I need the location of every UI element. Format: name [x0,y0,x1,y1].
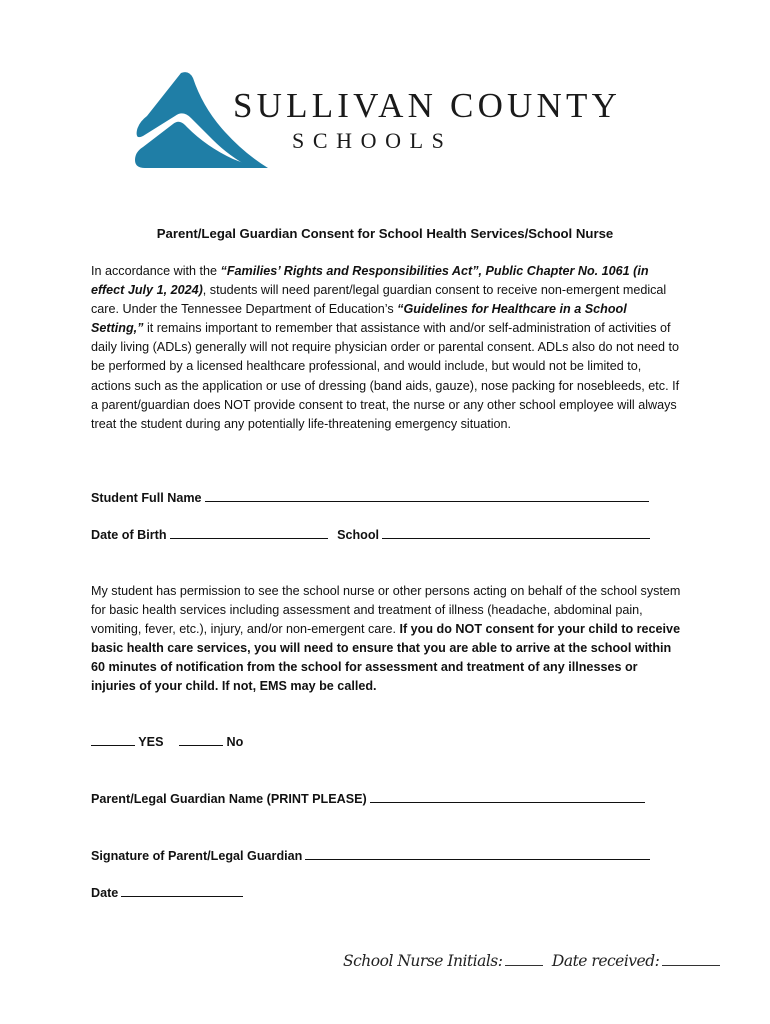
dob-label: Date of Birth [91,528,167,542]
guardian-signature-label: Signature of Parent/Legal Guardian [91,849,303,863]
student-name-blank[interactable] [205,489,649,502]
student-name-label: Student Full Name [91,491,202,505]
document-title: Parent/Legal Guardian Consent for School Health Services/School Nurse [156,226,614,241]
guardian-signature-blank[interactable] [305,847,650,860]
guardian-name-field[interactable] [91,790,645,808]
logo-wordmark-schools: SCHOOLS [292,128,453,153]
no-label: No [226,735,244,749]
signature-date-blank[interactable] [121,884,243,897]
logo-wordmark-county: SULLIVAN COUNTY [233,86,622,125]
signature-date-label: Date [91,886,119,900]
permission-paragraph [91,582,681,697]
guidelines-reference: “Guidelines for Healthcare in a School Setting,” [91,302,627,336]
permission-text: My student has permission to see the school nurse or other persons acting on behalf of the school system for basic health services including assessment and treatment of illness (headache, abdominal pain, vomiting, fever, etc.), injury, and/or non-emergent care. [91,584,681,637]
intro-text-2: , students will need parent/legal guardian consent to receive non-emergent medical care. Under the Tennessee Department of Education’s [91,283,667,317]
school-label: School [337,528,380,542]
sullivan-county-schools-logo [133,70,633,170]
nurse-initials-blank[interactable] [505,951,543,966]
date-received-label: Date received: [551,952,660,970]
consent-choice-row [91,733,243,751]
guardian-signature-field[interactable] [91,847,650,865]
no-blank[interactable] [179,733,223,746]
intro-text-1: In accordance with the [91,264,221,278]
guardian-name-blank[interactable] [370,790,645,803]
yes-blank[interactable] [91,733,135,746]
guardian-name-label: Parent/Legal Guardian Name (PRINT PLEASE) [91,792,367,806]
act-reference: “Families’ Rights and Responsibilities Act”, Public Chapter No. 1061 (in effect July 1, 2024) [91,264,649,298]
school-blank[interactable] [382,526,650,539]
intro-text-3: it remains important to remember that assistance with and/or self-administration of activities of daily living (ADLs) generally will not require physician order or parental consent. ADLs also do not need to be performed by a licensed healthcare professional, and would include, but would not be limited to, actions such as the application or use of dressing (band aids, gauze), nose packing for nosebleeds, etc. If a parent/guardian does NOT provide consent to treat, the nurse or any other school employee will always treat the student during any potentially life-threatening emergency situation. [91,321,680,431]
yes-label: YES [138,735,164,749]
office-use-row [343,951,720,970]
intro-paragraph [91,262,681,434]
dob-blank[interactable] [170,526,328,539]
nurse-initials-label: School Nurse Initials: [343,952,503,970]
student-name-field[interactable] [91,489,649,507]
dob-school-row [91,526,650,544]
signature-date-field[interactable] [91,884,243,902]
date-received-blank[interactable] [662,951,720,966]
no-consent-warning: If you do NOT consent for your child to receive basic health care services, you will need to ensure that you are able to arrive at the school within 60 minutes of notification from the school for assessment and treatment of any illnesses or injuries of your child. If not, EMS may be called. [91,622,681,694]
